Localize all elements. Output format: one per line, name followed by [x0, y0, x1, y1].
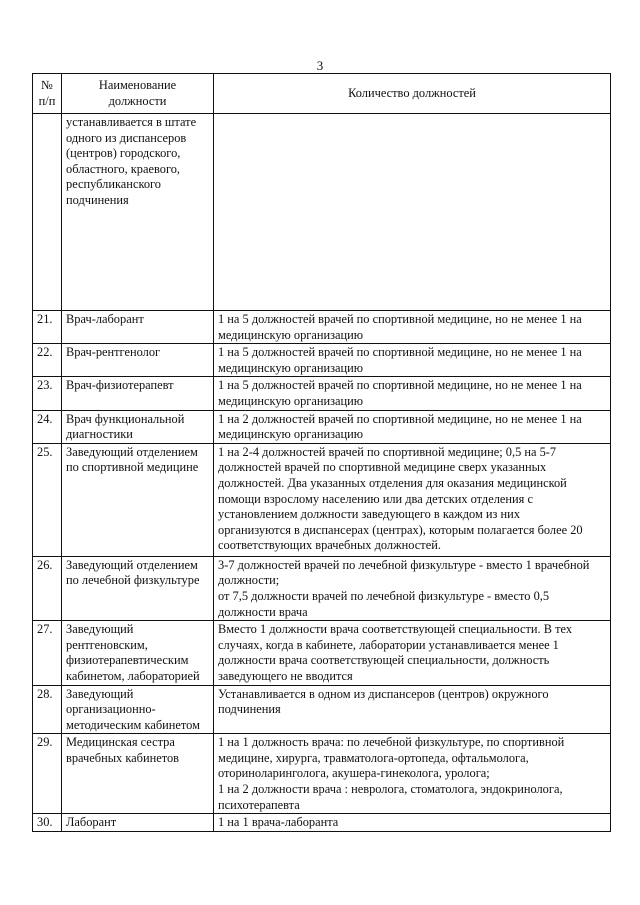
page-number: 3: [316, 58, 324, 73]
cell-quantity: 1 на 5 должностей врачей по спортивной медицине, но не менее 1 на медицинскую организацию: [214, 344, 611, 377]
cell-position: Врач-рентгенолог: [62, 344, 214, 377]
cell-number: 30.: [33, 814, 62, 832]
cell-number: 22.: [33, 344, 62, 377]
cell-number: 21.: [33, 311, 62, 344]
header-quantity: Количество должностей: [214, 74, 611, 114]
cell-number: 28.: [33, 685, 62, 734]
table-row: [33, 344, 611, 377]
cell-position: Медицинская сестра врачебных кабинетов: [62, 734, 214, 814]
cell-number: 23.: [33, 377, 62, 410]
cell-quantity: 1 на 1 должность врача: по лечебной физкультуре, по спортивной медицине, хирурга, травматолога-ортопеда, офтальмолога, оториноларинголога, акушера-гинеколога, уролога; 1 на 2 должности врача : невролога, стоматолога, эндокринолога, психотерапевта: [214, 734, 611, 814]
table-row: [33, 621, 611, 685]
table-row: [33, 311, 611, 344]
table-row: [33, 377, 611, 410]
cell-quantity: 1 на 5 должностей врачей по спортивной медицине, но не менее 1 на медицинскую организацию: [214, 311, 611, 344]
table-row: [33, 410, 611, 443]
cell-number: 29.: [33, 734, 62, 814]
table-row: [33, 685, 611, 734]
cell-quantity: Устанавливается в одном из диспансеров (центров) окружного подчинения: [214, 685, 611, 734]
header-position: Наименование должности: [62, 74, 214, 114]
cell-position: Врач-лаборант: [62, 311, 214, 344]
table-row: [33, 556, 611, 620]
cell-position: Заведующий отделением по лечебной физкультуре: [62, 556, 214, 620]
cell-position: Заведующий организационно- методическим кабинетом: [62, 685, 214, 734]
cell-quantity: Вместо 1 должности врача соответствующей специальности. В тех случаях, когда в кабинете, лаборатории устанавливается менее 1 должности врача соответствующей специальности, должность заведующего не вводится: [214, 621, 611, 685]
cell-quantity: 1 на 1 врача-лаборанта: [214, 814, 611, 832]
cell-number: 25.: [33, 443, 62, 556]
table-header-row: [33, 74, 611, 114]
table-row-continuation: [33, 114, 611, 311]
cell-position: Врач-физиотерапевт: [62, 377, 214, 410]
table-row: [33, 734, 611, 814]
staffing-table: [32, 73, 611, 832]
cell-position: устанавливается в штате одного из диспансеров (центров) городского, областного, краевого, республиканского подчинения: [62, 114, 214, 311]
cell-number: 26.: [33, 556, 62, 620]
cell-position: Заведующий отделением по спортивной медицине: [62, 443, 214, 556]
table-row: [33, 443, 611, 556]
cell-quantity: 1 на 2 должностей врачей по спортивной медицине, но не менее 1 на медицинскую организацию: [214, 410, 611, 443]
cell-number: 27.: [33, 621, 62, 685]
cell-quantity: 1 на 5 должностей врачей по спортивной медицине, но не менее 1 на медицинскую организацию: [214, 377, 611, 410]
cell-quantity: 1 на 2-4 должностей врачей по спортивной медицине; 0,5 на 5-7 должностей врачей по спортивной медицине сверх указанных должностей. Два указанных отделения для оказания медицинской помощи взрослому населению или два детских отделения с установлением должности заведующего в каждом из них организуются в диспансерах (центрах), которым полагается более 20 соответствующих врачебных должностей.: [214, 443, 611, 556]
cell-position: Заведующий рентгеновским, физиотерапевтическим кабинетом, лабораторией: [62, 621, 214, 685]
table-row: [33, 814, 611, 832]
cell-position: Лаборант: [62, 814, 214, 832]
cell-position: Врач функциональной диагностики: [62, 410, 214, 443]
cell-number: [33, 114, 62, 311]
header-number: № п/п: [33, 74, 62, 114]
cell-number: 24.: [33, 410, 62, 443]
cell-quantity: 3-7 должностей врачей по лечебной физкультуре - вместо 1 врачебной должности; от 7,5 должности врачей по лечебной физкультуре - вместо 0,5 должности врача: [214, 556, 611, 620]
cell-quantity: [214, 114, 611, 311]
